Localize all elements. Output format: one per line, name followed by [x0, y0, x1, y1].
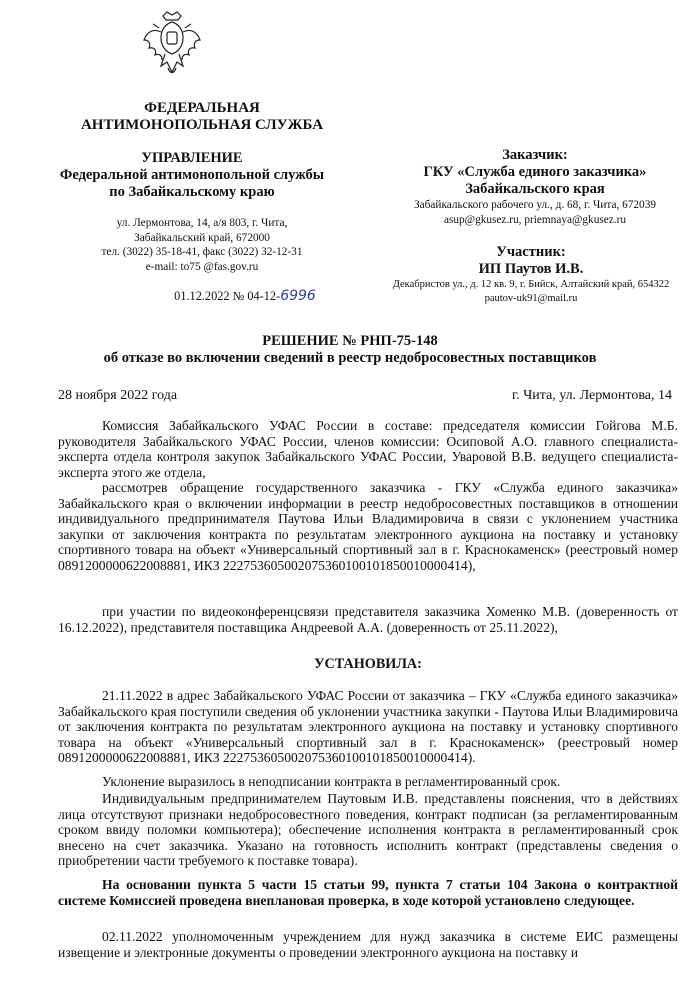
- address-line: Забайкальский край, 672000: [134, 231, 270, 244]
- department-line: Федеральной антимонопольной службы: [59, 167, 325, 183]
- customer-name-line: ГКУ «Служба единого заказчика»: [423, 164, 647, 180]
- customer-block: [376, 147, 694, 227]
- coat-of-arms-icon: [141, 10, 203, 80]
- org-name-line: ФЕДЕРАЛЬНАЯ: [144, 100, 260, 116]
- customer-address-line: Забайкальского рабочего ул., д. 68, г. Чита, 672039: [413, 199, 657, 211]
- address-line: ул. Лермонтова, 14, а/я 803, г. Чита,: [116, 217, 288, 229]
- address-line: тел. (3022) 35-18-41, факс (3022) 32-12-31: [101, 246, 303, 259]
- decision-title-block: [40, 333, 660, 367]
- paragraph-considering: рассмотрев обращение государственного заказчика - ГКУ «Служба единого заказчика» Забайкальского края о включении информации в реестр недобросовестных поставщиков в отношении индивидуального предпринимателя Паутова Ильи Владимировича в связи с уклонением участника закупки от заключения контракта по результатам электронного аукциона на поставку и установку спортивного товара на объект «Универсальный спортивный зал в г. Краснокаменск» (реестровый номер 0891200000622008881, ИКЗ 222753605002075360100101850010000414),: [58, 480, 678, 573]
- paragraph-commission: Комиссия Забайкальского УФАС России в составе: председателя комиссии Гойгова М.Б. руководителя Забайкальского УФАС России, членов комиссии: Осиповой А.О. главного специалиста-эксперта отдела контроля закупок Забайкальского УФАС России, Уваровой В.В. ведущего специалиста-эксперта этого же отдела,: [58, 418, 678, 480]
- decision-place: г. Чита, ул. Лермонтова, 14: [512, 388, 672, 403]
- handwritten-number: 6996: [280, 288, 316, 304]
- org-name: [40, 100, 364, 134]
- outgoing-number-prefix: 01.12.2022 № 04-12-: [174, 289, 281, 303]
- paragraph-notice: 02.11.2022 уполномоченным учреждением для нужд заказчика в системе ЕИС размещены извещение и электронные документы о проведении электронного аукциона на поставку и: [58, 929, 678, 960]
- established-heading: УСТАНОВИЛА:: [314, 656, 422, 672]
- customer-address-line: asup@gkusez.ru, priemnaya@gkusez.ru: [443, 213, 627, 226]
- participant-address-line: Декабристов ул., д. 12 кв. 9, г. Бийск, Алтайский край, 654322: [392, 279, 670, 290]
- participant-name: ИП Паутов И.В.: [478, 261, 584, 277]
- paragraph-received: 21.11.2022 в адрес Забайкальского УФАС России от заказчика – ГКУ «Служба единого заказчика» Забайкальского края поступили сведения об уклонении участника закупки - Паутова Ильи Владимировича от заключения контракта по результатам электронного аукциона на поставку и установку спортивного товара на объект «Универсальный спортивный зал в г. Краснокаменск» (реестровый номер 0891200000622008881, ИКЗ 222753605002075360100101850010000414).: [58, 688, 678, 765]
- decision-title: РЕШЕНИЕ № РНП-75-148: [262, 333, 438, 349]
- department-title: УПРАВЛЕНИЕ: [141, 150, 243, 166]
- participant-block: [368, 244, 694, 306]
- outgoing-number: [120, 288, 370, 304]
- sender-address: [60, 216, 344, 274]
- customer-label: Заказчик:: [502, 147, 568, 163]
- paragraph-participation: при участии по видеоконференцсвязи представителя заказчика Хоменко М.В. (доверенность от 16.12.2022), представителя поставщика Андреевой А.А. (доверенность от 25.11.2022),: [58, 604, 678, 635]
- paragraph-explanations: Индивидуальным предпринимателем Паутовым И.В. представлены пояснения, что в действиях лица отсутствуют признаки недобросовестного поведения, контракт подписан (за регламентированным сроком ввиду поломки компьютера); обеспечение исполнения контракта в регламентированный срок внесено на счет заказчика. Указано на готовность исполнить контракт (представлены сведения о приобретении части требуемого к поставке товара).: [58, 791, 678, 868]
- paragraph-legal-basis: На основании пункта 5 части 15 статьи 99, пункта 7 статьи 104 Закона о контрактной системе Комиссией проведена внеплановая проверка, в ходе которой установлено следующее.: [58, 877, 678, 908]
- department-block: [20, 150, 364, 201]
- address-line: e-mail: to75 @fas.gov.ru: [145, 260, 259, 273]
- customer-name-line: Забайкальского края: [465, 181, 605, 197]
- decision-subtitle: об отказе во включении сведений в реестр недобросовестных поставщиков: [103, 350, 597, 366]
- participant-address-line: pautov-uk91@mail.ru: [484, 293, 578, 304]
- paragraph-evasion: Уклонение выразилось в неподписании контракта в регламентированный срок.: [102, 774, 561, 789]
- org-name-line: АНТИМОНОПОЛЬНАЯ СЛУЖБА: [80, 117, 324, 133]
- participant-label: Участник:: [496, 244, 566, 260]
- decision-date: 28 ноября 2022 года: [58, 388, 178, 403]
- department-line: по Забайкальскому краю: [109, 184, 275, 200]
